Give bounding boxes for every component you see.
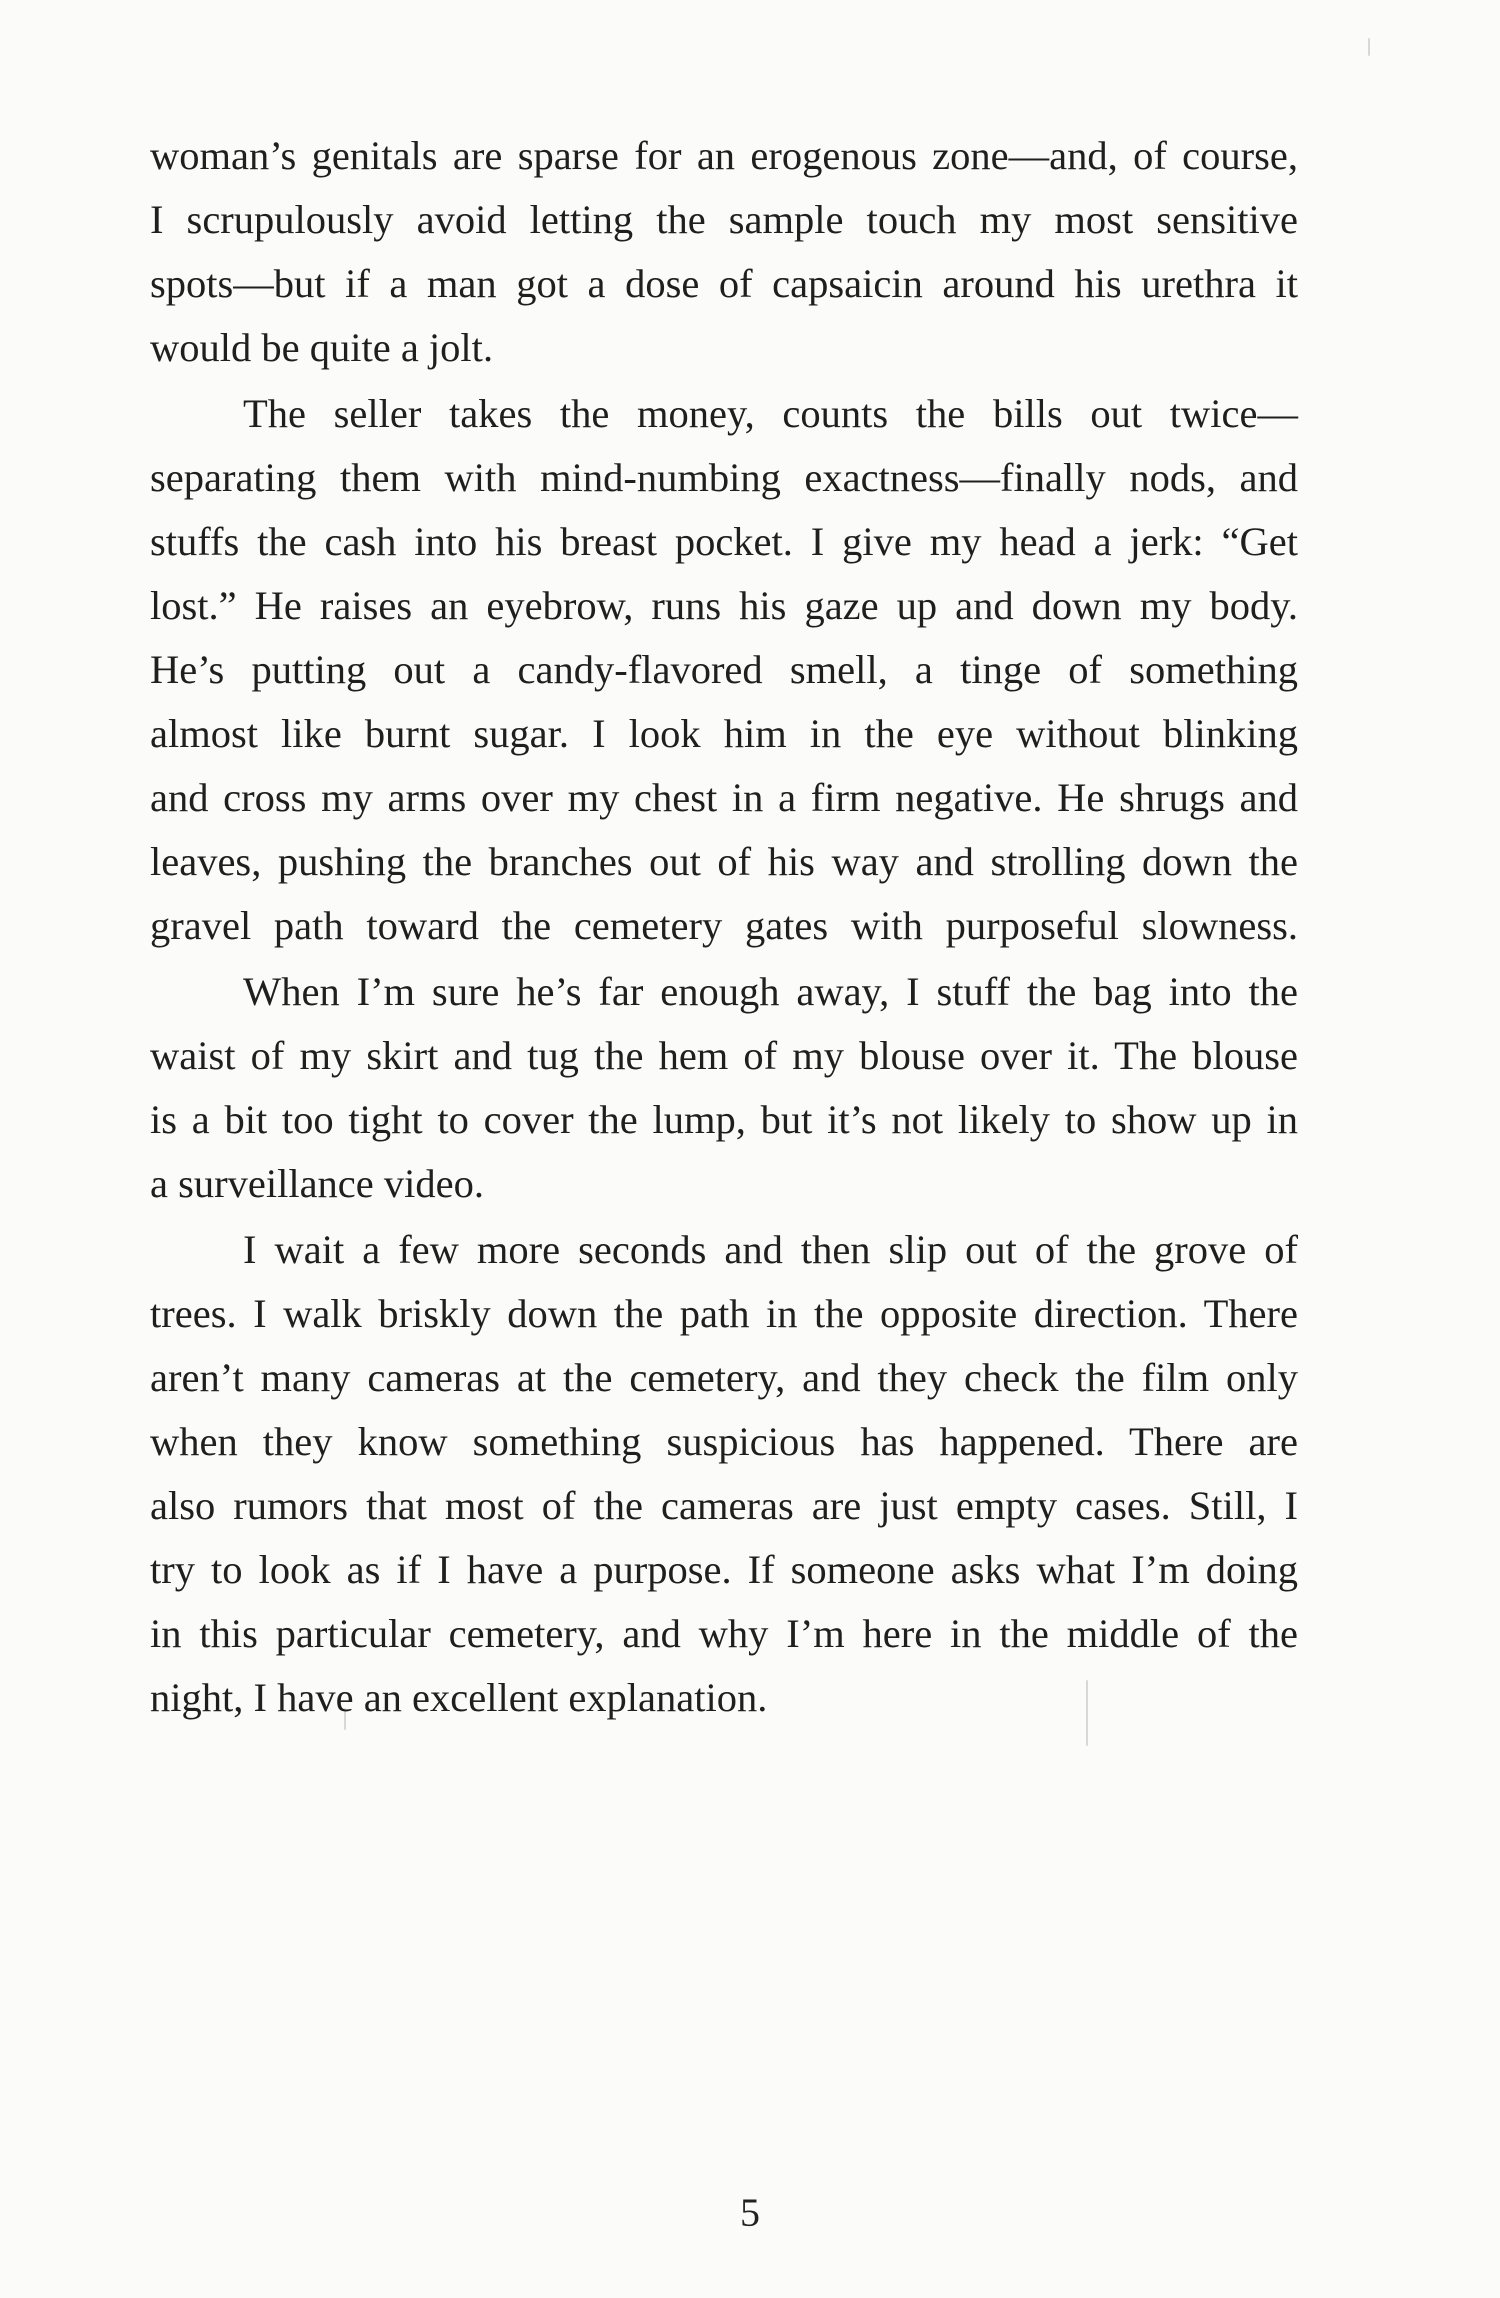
- text-line: also rumors that most of the cameras are just empty cases. Still, I: [150, 1483, 1298, 1528]
- text-line: a surveillance video.: [150, 1161, 484, 1206]
- text-line: separating them with mind-numbing exactness—finally nods, and: [150, 455, 1298, 500]
- text-line: night, I have an excellent explanation.: [150, 1675, 768, 1720]
- text-line: leaves, pushing the branches out of his way and strolling down the: [150, 839, 1298, 884]
- text-line: The seller takes the money, counts the bills out twice—: [243, 391, 1298, 436]
- text-line: in this particular cemetery, and why I’m here in the middle of the: [150, 1611, 1298, 1656]
- text-line: I wait a few more seconds and then slip out of the grove of: [243, 1227, 1298, 1272]
- scan-speck: [1368, 38, 1370, 56]
- page-number: 5: [740, 2190, 760, 2235]
- text-line: spots—but if a man got a dose of capsaicin around his urethra it: [150, 261, 1298, 306]
- text-line: He’s putting out a candy-flavored smell, a tinge of something: [150, 647, 1298, 692]
- text-line: woman’s genitals are sparse for an erogenous zone—and, of course,: [150, 133, 1298, 178]
- text-line: is a bit too tight to cover the lump, but it’s not likely to show up in: [150, 1097, 1298, 1142]
- text-line: gravel path toward the cemetery gates with purposeful slowness.: [150, 903, 1298, 948]
- text-line: I scrupulously avoid letting the sample touch my most sensitive: [150, 197, 1298, 242]
- text-line: stuffs the cash into his breast pocket. I give my head a jerk: “Get: [150, 519, 1298, 564]
- text-line: almost like burnt sugar. I look him in the eye without blinking: [150, 711, 1298, 756]
- text-line: would be quite a jolt.: [150, 325, 494, 370]
- text-line: When I’m sure he’s far enough away, I stuff the bag into the: [243, 969, 1298, 1014]
- text-line: lost.” He raises an eyebrow, runs his gaze up and down my body.: [150, 583, 1298, 628]
- text-line: when they know something suspicious has happened. There are: [150, 1419, 1298, 1464]
- text-line: and cross my arms over my chest in a firm negative. He shrugs and: [150, 775, 1298, 820]
- text-line: aren’t many cameras at the cemetery, and they check the film only: [150, 1355, 1298, 1400]
- text-line: waist of my skirt and tug the hem of my blouse over it. The blouse: [150, 1033, 1298, 1078]
- text-line: try to look as if I have a purpose. If someone asks what I’m doing: [150, 1547, 1298, 1592]
- text-line: trees. I walk briskly down the path in the opposite direction. There: [150, 1291, 1298, 1336]
